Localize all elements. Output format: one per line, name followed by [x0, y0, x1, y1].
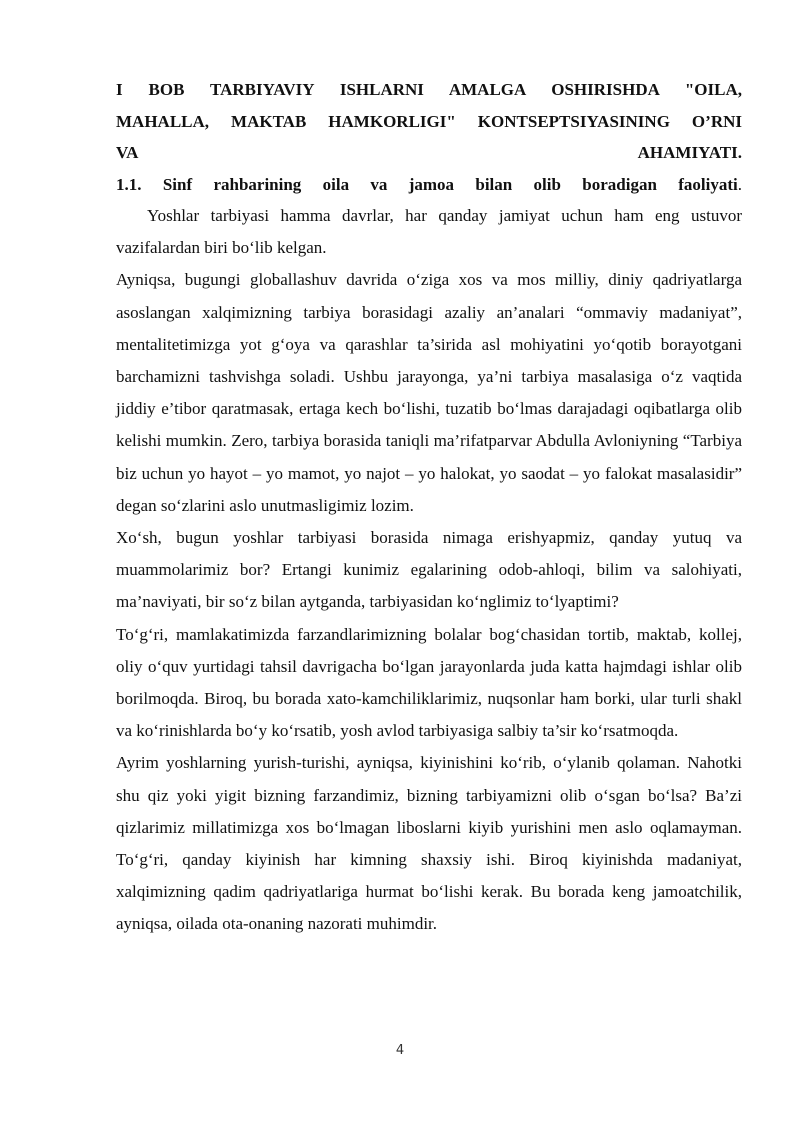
paragraph-1: Yoshlar tarbiyasi hamma davrlar, har qanday jamiyat uchun ham eng ustuvor vazifalardan biri bo‘lib kelgan.: [116, 206, 742, 258]
paragraph-5: Ayrim yoshlarning yurish-turishi, ayniqsa, kiyinishini ko‘rib, o‘ylanib qolaman. Nahotki shu qiz yoki yigit bizning farzandimiz, bizning tarbiyamizni olib o‘sgan bo‘lsa? Ba’zi qizlarimiz millatimizga xos bo‘lmagan liboslarni kiyib yurishini men aslo oqlamayman. To‘g‘ri, qanday kiyinish har kimning shaxsiy ishi. Biroq kiyinishda madaniyat, xalqimizning qadim qadriyatlariga hurmat bo‘lishi kerak. Bu borada keng jamoatchilik, ayniqsa, oilada ota-onaning nazorati muhimdir.: [116, 753, 742, 934]
page-number: 4: [395, 1043, 405, 1058]
paragraph-2: Ayniqsa, bugungi globallashuv davrida o‘ziga xos va mos milliy, diniy qadriyatlarga asoslangan xalqimizning tarbiya borasidagi azaliy an’analari “ommaviy madaniyat”, mentalitetimizga yot g‘oya va qarashlar ta’sirida asl mohiyatini yo‘qotib borayotgani barchamizni tashvishga soladi. Ushbu jarayonga, ya’ni tarbiya masalasiga o‘z vaqtida jiddiy e’tibor qaratmasak, ertaga kech bo‘lishi, tuzatib bo‘lmas darajadagi oqibatlarga olib kelishi mumkin. Zero, tarbiya borasida taniqli ma’rifatparvar Abdulla Avloniyning “Tarbiya biz uchun yo hayot – yo mamot, yo najot – yo halokat, yo saodat – yo falokat masalasidir” degan so‘zlarini aslo unutmasligimiz lozim.: [116, 270, 742, 515]
chapter-heading-line-1: I BOB TARBIYAVIY ISHLARNI AMALGA OSHIRISHDA "OILA,: [116, 80, 742, 99]
section-trailing-dot: .: [737, 174, 742, 194]
section-heading: [116, 169, 742, 201]
paragraph-3: Xo‘sh, bugun yoshlar tarbiyasi borasida nimaga erishyapmiz, qanday yutuq va muammolarimiz bor? Ertangi kunimiz egalarining odob-ahloqi, bilim va salohiyati, ma’naviyati, bir so‘z bilan aytganda, tarbiyasidan ko‘nglimiz to‘lyaptimi?: [116, 528, 742, 612]
section-title: 1.1. Sinf rahbarining oila va jamoa bilan olib boradigan faoliyati: [116, 174, 738, 194]
chapter-heading-line-2: MAHALLA, MAKTAB HAMKORLIGI" KONTSEPTSIYASINING O’RNI: [116, 111, 742, 131]
chapter-heading: [116, 74, 742, 169]
chapter-heading-line-3: [116, 137, 742, 169]
paragraph-4: To‘g‘ri, mamlakatimizda farzandlarimizning bolalar bog‘chasidan tortib, maktab, kollej, oliy o‘quv yurtidagi tahsil davrigacha bo‘lgan jarayonlarda juda katta hajmdagi ishlar olib borilmoqda. Biroq, bu borada xato-kamchiliklarimiz, nuqsonlar ham borki, ular turli shakl va ko‘rinishlarda bo‘y ko‘rsatib, yosh avlod tarbiyasiga salbiy ta’sir ko‘rsatmoqda.: [116, 624, 742, 741]
chapter-heading-line-3-left: VA: [116, 143, 138, 162]
chapter-heading-line-3-right: AHAMIYATI.: [637, 143, 742, 162]
document-page: [116, 74, 742, 941]
